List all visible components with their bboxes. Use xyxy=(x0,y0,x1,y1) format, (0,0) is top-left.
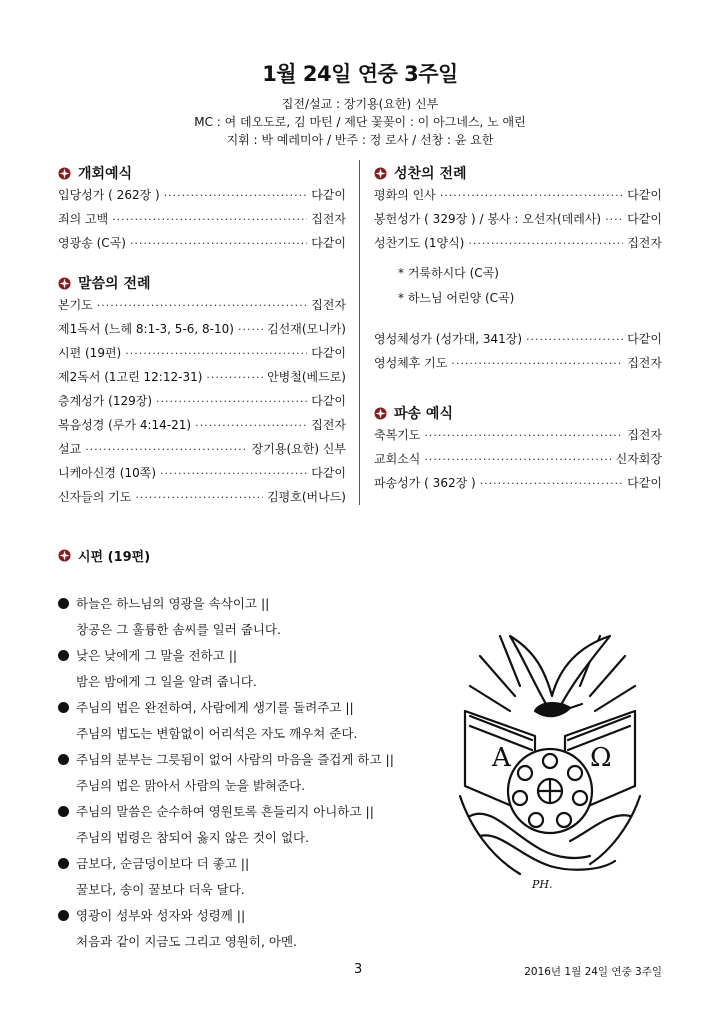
psalm-lead-line xyxy=(58,798,438,824)
psalm-response-line: 밤은 밤에게 그 일을 알려 줍니다. xyxy=(76,674,257,689)
verse-text: 영광이 성부와 성자와 성령께 || xyxy=(76,908,246,923)
psalm-lead-line xyxy=(58,902,438,928)
page-number: 3 xyxy=(354,962,363,977)
footer-date: 2016년 1월 24일 연중 3주일 xyxy=(524,966,662,978)
order-row xyxy=(374,234,662,258)
order-row xyxy=(374,450,662,474)
order-row xyxy=(58,464,346,488)
order-item: 제2독서 (1고린 12:12-31) xyxy=(58,370,203,384)
bullet-icon xyxy=(58,806,69,817)
order-item: 본기도 xyxy=(58,298,93,312)
psalm-response-line: 주님의 법도는 변함없이 어리석은 자도 깨우쳐 준다. xyxy=(76,726,358,741)
order-item: 복음성경 (루가 4:14-21) xyxy=(58,418,192,432)
order-performer: 다같이 xyxy=(627,332,662,346)
leader-dots xyxy=(156,395,307,408)
order-item: 봉헌성가 ( 329장 ) / 봉사 : 오선자(데레사) xyxy=(374,212,602,226)
section-heading xyxy=(58,160,346,186)
order-item: 시편 (19편) xyxy=(58,346,122,360)
psalm-heading xyxy=(58,546,150,565)
omega-letter: Ω xyxy=(590,743,612,773)
bullet-icon xyxy=(58,650,69,661)
leader-dots xyxy=(195,419,307,432)
leader-dots xyxy=(85,443,247,456)
order-row xyxy=(58,234,346,258)
order-item: 신자들의 기도 xyxy=(58,490,132,504)
psalm-lead-line xyxy=(58,590,438,616)
order-performer: 신자회장 xyxy=(615,452,662,466)
leader-dots xyxy=(468,237,623,250)
cross-icon xyxy=(58,549,71,562)
section-heading xyxy=(58,270,346,296)
order-row xyxy=(58,344,346,368)
verse-text: 낮은 낮에게 그 말을 전하고 || xyxy=(76,648,238,663)
order-performer: 집전자 xyxy=(311,418,346,432)
column-divider xyxy=(359,160,360,505)
cross-icon xyxy=(58,167,71,180)
psalm-heading-text: 시편 (19편) xyxy=(78,550,151,565)
order-performer: 다같이 xyxy=(311,466,346,480)
order-performer: 집전자 xyxy=(627,236,662,250)
leader-dots xyxy=(424,453,611,466)
psalm-response-line: 창공은 그 훌륭한 솜씨를 일러 줍니다. xyxy=(76,622,281,637)
order-performer: 집전자 xyxy=(311,298,346,312)
order-row xyxy=(374,330,662,354)
order-row xyxy=(374,210,662,234)
leader-dots xyxy=(451,357,623,370)
left-column xyxy=(58,160,346,512)
order-performer: 다같이 xyxy=(627,476,662,490)
psalm-response-line: 꿀보다, 송이 꿀보다 더욱 달다. xyxy=(76,882,245,897)
section-heading xyxy=(374,400,662,426)
artist-signature: PH. xyxy=(532,878,553,891)
leader-dots xyxy=(164,189,308,202)
order-row xyxy=(58,210,346,234)
order-item: 니케아신경 (10쪽) xyxy=(58,466,156,480)
page-title: 1월 24일 연중 3주일 xyxy=(262,62,458,86)
alpha-letter: A xyxy=(492,743,511,773)
order-performer: 다같이 xyxy=(627,212,662,226)
order-performer: 다같이 xyxy=(627,188,662,202)
verse-text: 금보다, 순금덩이보다 더 좋고 || xyxy=(76,856,250,871)
leader-dots xyxy=(130,237,307,250)
order-performer: 집전자 xyxy=(311,212,346,226)
order-item: 층계성가 (129장) xyxy=(58,394,153,408)
psalm-response-line: 주님의 법은 맑아서 사람의 눈을 밝혀준다. xyxy=(76,778,306,793)
leader-dots xyxy=(160,467,307,480)
bullet-icon xyxy=(58,598,69,609)
psalm-response-line: 주님의 법령은 참되어 옳지 않은 것이 없다. xyxy=(76,830,310,845)
order-row xyxy=(374,186,662,210)
bullet-icon xyxy=(58,910,69,921)
dove-bible-illustration xyxy=(440,616,660,896)
order-performer: 집전자 xyxy=(627,356,662,370)
leader-dots xyxy=(480,477,624,490)
psalm-lead-line xyxy=(58,746,438,772)
order-item: 죄의 고백 xyxy=(58,212,109,226)
order-performer: 다같이 xyxy=(311,188,346,202)
leader-dots xyxy=(424,429,623,442)
cross-icon xyxy=(374,407,387,420)
order-performer: 김평호(버나드) xyxy=(267,490,346,504)
order-row xyxy=(58,488,346,512)
order-item: 영성체성가 (성가대, 341장) xyxy=(374,332,523,346)
verse-text: 하늘은 하느님의 영광을 속삭이고 || xyxy=(76,596,270,611)
leader-dots xyxy=(440,189,623,202)
order-item: 성찬기도 (1양식) xyxy=(374,236,465,250)
leader-dots xyxy=(112,213,307,226)
order-row xyxy=(58,416,346,440)
order-row xyxy=(58,186,346,210)
order-performer: 김선재(모니카) xyxy=(267,322,346,336)
order-row xyxy=(374,426,662,450)
order-performer: 다같이 xyxy=(311,236,346,250)
psalm-lead-line xyxy=(58,642,438,668)
verse-text: 주님의 법은 완전하여, 사람에게 생기를 돌려주고 || xyxy=(76,700,354,715)
psalm-lead-line xyxy=(58,694,438,720)
order-performer: 다같이 xyxy=(311,346,346,360)
order-performer: 장기용(요한) 신부 xyxy=(251,442,346,456)
cross-icon xyxy=(58,277,71,290)
order-row xyxy=(58,368,346,392)
leader-dots xyxy=(605,213,623,226)
leader-dots xyxy=(135,491,263,504)
order-item: 교회소식 xyxy=(374,452,421,466)
credit-line: MC : 여 데오도로, 김 마틴 / 제단 꽃꽂이 : 이 아그네스, 노 애린 xyxy=(194,115,526,129)
order-row xyxy=(58,440,346,464)
section-heading xyxy=(374,160,662,186)
order-performer: 안병철(베드로) xyxy=(267,370,346,384)
order-item: 평화의 인사 xyxy=(374,188,436,202)
bullet-icon xyxy=(58,754,69,765)
verse-text: 주님의 말씀은 순수하여 영원토록 흔들리지 아니하고 || xyxy=(76,804,374,819)
order-performer: 집전자 xyxy=(627,428,662,442)
order-row xyxy=(58,296,346,320)
order-item: 설교 xyxy=(58,442,82,456)
section-heading-text: 개회예식 xyxy=(78,166,133,182)
order-row xyxy=(374,474,662,498)
section-heading-text: 성찬의 전례 xyxy=(394,166,467,182)
bullet-icon xyxy=(58,858,69,869)
section-heading-text: 말씀의 전례 xyxy=(78,276,151,292)
leader-dots xyxy=(125,347,307,360)
credit-line: 집전/설교 : 장기용(요한) 신부 xyxy=(281,97,439,111)
leader-dots xyxy=(97,299,307,312)
order-row xyxy=(374,354,662,378)
order-performer: 다같이 xyxy=(311,394,346,408)
verse-text: 주님의 분부는 그릇됨이 없어 사람의 마음을 즐겁게 하고 || xyxy=(76,752,394,767)
leader-dots xyxy=(526,333,623,346)
psalm-response-line: 처음과 같이 지금도 그리고 영원히, 아멘. xyxy=(76,934,298,949)
order-item: 파송성가 ( 362장 ) xyxy=(374,476,476,490)
section-heading-text: 파송 예식 xyxy=(394,406,453,422)
order-item: 영광송 (C곡) xyxy=(58,236,126,250)
sub-item: * 하느님 어린양 (C곡) xyxy=(398,291,515,305)
order-row xyxy=(58,320,346,344)
order-item: 제1독서 (느헤 8:1-3, 5-6, 8-10) xyxy=(58,322,234,336)
order-item: 입당성가 ( 262장 ) xyxy=(58,188,160,202)
order-item: 축복기도 xyxy=(374,428,421,442)
sub-item: * 거룩하시다 (C곡) xyxy=(398,266,499,280)
order-item: 영성체후 기도 xyxy=(374,356,448,370)
order-row xyxy=(58,392,346,416)
right-column xyxy=(374,160,662,498)
bullet-icon xyxy=(58,702,69,713)
leader-dots xyxy=(238,323,263,336)
leader-dots xyxy=(206,371,263,384)
credit-line: 지휘 : 박 예레미아 / 반주 : 정 로사 / 선창 : 윤 요한 xyxy=(226,133,494,147)
cross-icon xyxy=(374,167,387,180)
credits xyxy=(0,95,720,149)
psalm-lead-line xyxy=(58,850,438,876)
psalm-text xyxy=(58,590,438,954)
